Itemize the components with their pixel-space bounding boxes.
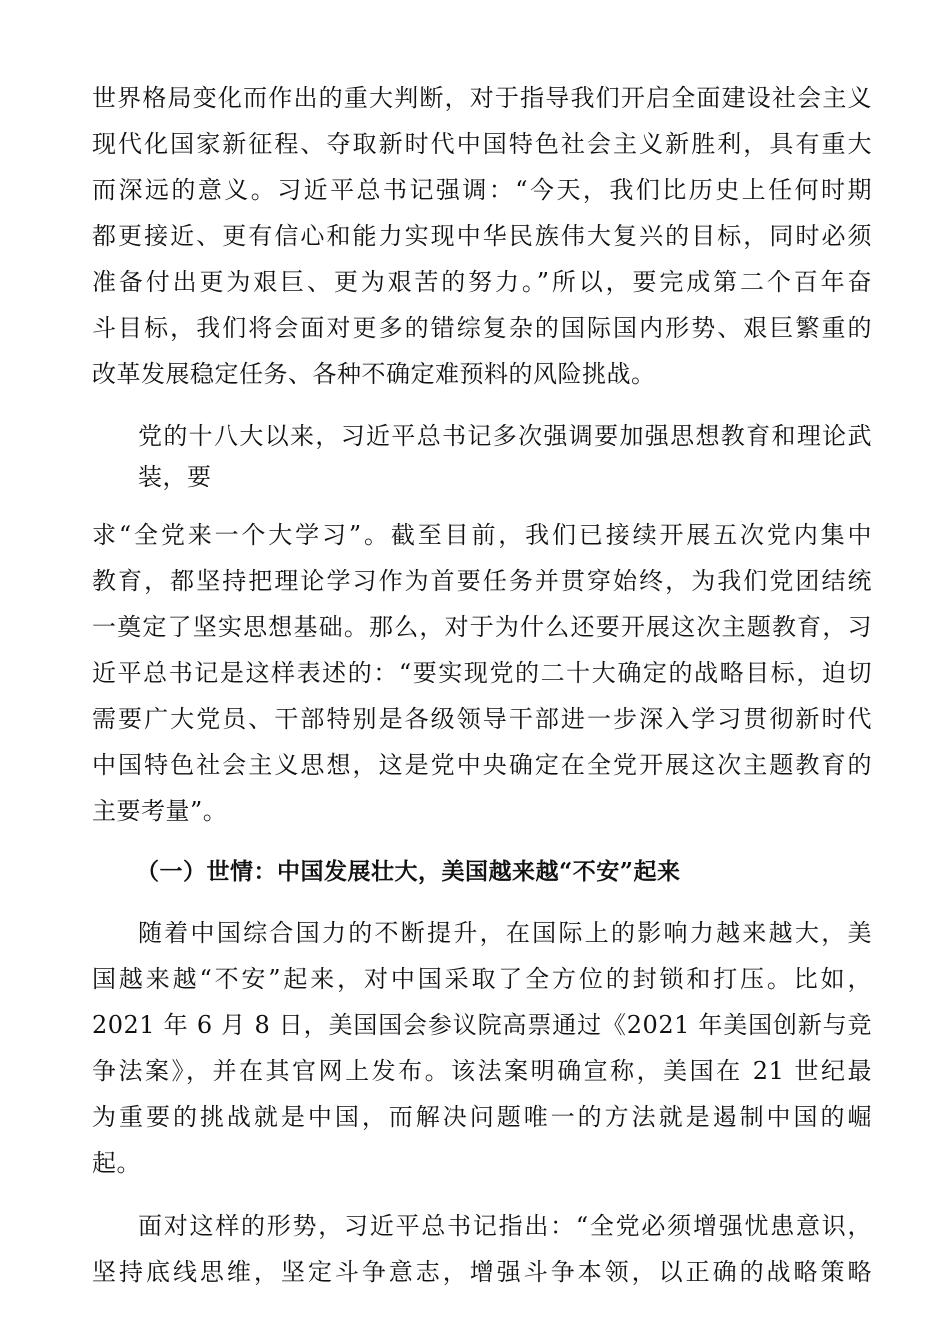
text-line: 党的十八大以来，习近平总书记多次强调要加强思想教育和理论武 [138,422,872,450]
text-line: 现代化国家新征程、夺取新时代中国特色社会主义新胜利，具有重大 [92,130,872,158]
section-heading: （一）世情：中国发展壮大，美国越来越“不安”起来 [136,858,681,885]
text-line: 面对这样的形势，习近平总书记指出：“全党必须增强忧患意识， [138,1212,872,1240]
text-line: 为重要的挑战就是中国，而解决问题唯一的方法就是遏制中国的崛 [92,1103,872,1131]
text-line: 随着中国综合国力的不断提升，在国际上的影响力越来越大，美 [138,919,872,947]
text-line: 争法案》，并在其官网上发布。该法案明确宣称，美国在 21 世纪最 [92,1057,872,1085]
text-line: 起。 [92,1149,141,1177]
text-line: 教育，都坚持把理论学习作为首要任务并贯穿始终，为我们党团结统 [92,567,872,595]
text-line: 而深远的意义。习近平总书记强调：“今天，我们比历史上任何时期 [92,176,872,204]
text-line: 世界格局变化而作出的重大判断，对于指导我们开启全面建设社会主义 [92,84,872,112]
text-line: 国越来越“不安”起来，对中国采取了全方位的封锁和打压。比如， [92,965,872,993]
text-line: 需要广大党员、干部特别是各级领导干部进一步深入学习贯彻新时代 [92,705,872,733]
text-line: 中国特色社会主义思想，这是党中央确定在全党开展这次主题教育的 [92,751,872,779]
text-line: 坚持底线思维，坚定斗争意志，增强斗争本领，以正确的战略策略 [92,1258,872,1286]
text-line: 主要考量”。 [92,797,228,825]
text-line: 都更接近、更有信心和能力实现中华民族伟大复兴的目标，同时必须 [92,222,872,250]
text-line: 装，要 [138,463,212,491]
text-line: 求“全党来一个大学习”。截至目前，我们已接续开展五次党内集中 [92,521,872,549]
text-line: 2021 年 6 月 8 日，美国国会参议院高票通过《2021 年美国创新与竞 [92,1011,872,1039]
text-line: 准备付出更为艰巨、更为艰苦的努力。”所以，要完成第二个百年奋 [92,268,872,296]
text-line: 斗目标，我们将会面对更多的错综复杂的国际国内形势、艰巨繁重的 [92,314,872,342]
text-line: 一奠定了坚实思想基础。那么，对于为什么还要开展这次主题教育，习 [92,613,872,641]
text-line: 改革发展稳定任务、各种不确定难预料的风险挑战。 [92,360,656,388]
text-line: 近平总书记是这样表述的：“要实现党的二十大确定的战略目标，迫切 [92,659,872,687]
